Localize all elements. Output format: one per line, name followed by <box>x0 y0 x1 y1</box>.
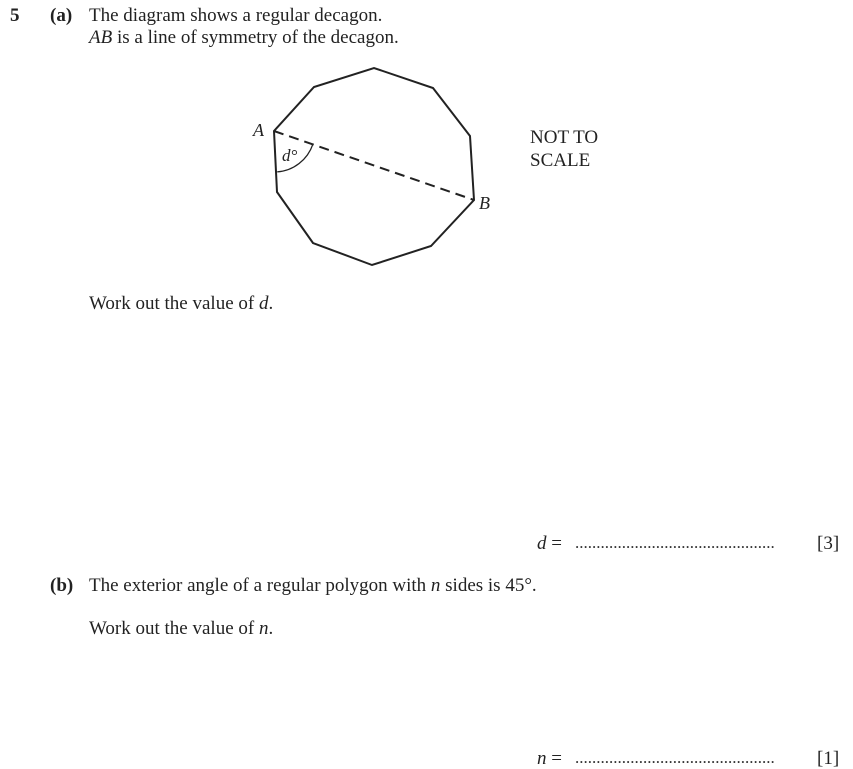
answer-eq-n: = <box>546 748 562 769</box>
answer-line-n[interactable] <box>537 749 562 768</box>
part-b-text <box>89 576 537 595</box>
answer-var-d: d <box>537 533 547 554</box>
part-b-text-end: sides is 45°. <box>440 575 537 596</box>
vertex-label-a: A <box>253 120 264 140</box>
vertex-label-b: B <box>479 193 490 213</box>
answer-dots-n[interactable]: ............................................... <box>575 748 775 767</box>
answer-dots-d[interactable]: ............................................... <box>575 533 775 552</box>
question-number: 5 <box>10 5 20 26</box>
part-a-instruction-end: . <box>268 293 274 314</box>
part-a-instruction-var: d <box>258 293 269 314</box>
part-a-line1: The diagram shows a regular decagon. <box>89 5 383 26</box>
part-b-text-start: The exterior angle of a regular polygon with <box>89 575 431 596</box>
angle-label-d: d° <box>282 146 298 165</box>
part-a-instruction-text: Work out the value of <box>89 293 259 314</box>
marks-a: [3] <box>817 533 840 554</box>
answer-eq-d: = <box>546 533 562 554</box>
line-of-symmetry-ab <box>274 131 474 200</box>
symmetry-line-name: AB <box>89 27 113 48</box>
answer-line-d[interactable] <box>537 534 562 553</box>
part-b-instruction <box>89 619 273 638</box>
part-b-text-var: n <box>430 575 441 596</box>
answer-var-n: n <box>537 748 547 769</box>
part-a-instruction <box>89 294 273 313</box>
part-b-instruction-text: Work out the value of <box>89 618 259 639</box>
marks-b: [1] <box>817 748 840 769</box>
not-to-scale-line1: NOT TO <box>530 127 599 148</box>
decagon-shape <box>274 68 474 265</box>
part-b-instruction-var: n <box>258 618 269 639</box>
part-b-instruction-end: . <box>268 618 274 639</box>
not-to-scale-line2: SCALE <box>530 150 591 171</box>
part-a-label: (a) <box>50 5 73 26</box>
part-a-line2-rest: is a line of symmetry of the decagon. <box>112 27 399 48</box>
part-b-label: (b) <box>50 575 74 596</box>
